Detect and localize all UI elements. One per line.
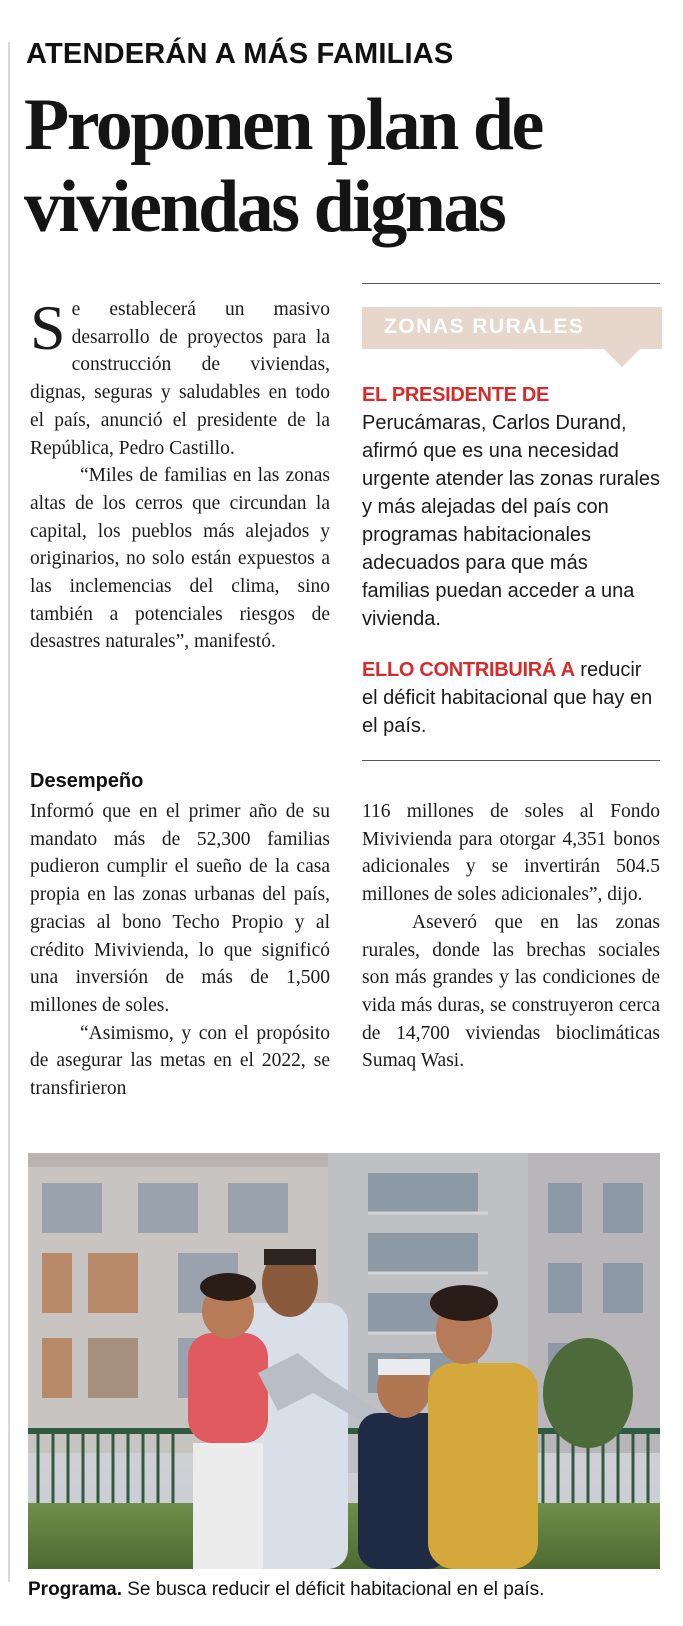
sidebar-lead-1: EL PRESIDENTE DE — [362, 384, 550, 406]
sidebar-text-1: Perucámaras, Carlos Durand, afirmó que es una necesidad urgente atender las zonas rurales y más alejadas del país con programas habitacionales adecuados para que más familias puedan acceder a una vivienda. — [362, 412, 660, 630]
sidebar-top-rule — [362, 283, 660, 284]
body-paragraph-4: Aseveró que en las zonas rurales, donde las brechas sociales son más grandes y las condiciones de vida más duras, se construyeron cerca de 14,700 viviendas bioclimáticas Sumaq Wasi. — [362, 911, 660, 1072]
sidebar-title: ZONAS RURALES — [384, 315, 585, 338]
sidebar-paragraph-2 — [362, 656, 660, 740]
photo-caption — [28, 1579, 544, 1601]
sidebar-bottom-rule — [362, 760, 660, 761]
intro-paragraph-1 — [30, 292, 330, 462]
news-photo — [28, 1153, 660, 1569]
headline: Proponen plan de viviendas dignas — [24, 84, 542, 248]
family-photo-illustration — [28, 1153, 660, 1569]
section-subhead: Desempeño — [30, 770, 144, 792]
body-paragraph-1: Informó que en el primer año de su mandato más de 52,300 familias pudieron cumplir el sueño de la casa propia en las zonas urbanas del país, gracias al bono Techo Propio y al crédito Mivivienda, lo que significó una inversión de más de 1,500 millones de soles. — [30, 801, 330, 1016]
sidebar-tab-pointer — [604, 349, 640, 367]
body-paragraph-3: 116 millones de soles al Fondo Mivivienda para otorgar 4,351 bonos adicionales y se invertirán 504.5 millones de soles adicionales”, dijo. — [362, 801, 660, 906]
sidebar-paragraph-1 — [362, 381, 660, 633]
sidebar-lead-2: ELLO CONTRIBUIRÁ A — [362, 659, 575, 681]
body-column-right — [362, 798, 660, 1075]
column-margin-rule — [8, 42, 10, 1582]
caption-lead: Programa. — [28, 1579, 122, 1600]
sidebar-text-2: reducir el déficit habitacional que hay en el país. — [362, 659, 653, 737]
intro-column — [30, 292, 330, 656]
caption-text: Se busca reducir el déficit habitacional en el país. — [121, 1579, 545, 1600]
sidebar-title-tab — [362, 307, 662, 349]
intro-paragraph-1-text: e establecerá un masivo desarrollo de proyectos para la construcción de viviendas, dignas, seguras y saludables en todo el país, anunció el presidente de la República, Pedro Castillo. — [30, 299, 330, 459]
drop-cap: S — [30, 292, 66, 363]
kicker: ATENDERÁN A MÁS FAMILIAS — [26, 38, 454, 70]
body-paragraph-2: “Asimismo, y con el propósito de asegurar las metas en el 2022, se transfirieron — [30, 1022, 330, 1100]
intro-paragraph-2: “Miles de familias en las zonas altas de los cerros que circundan la capital, los pueblos más alejados y originarios, no solo están expuestos a las inclemencias del clima, sino también a potenciales riesgos de desastres naturales”, manifestó. — [30, 465, 330, 653]
body-column-left — [30, 798, 330, 1103]
